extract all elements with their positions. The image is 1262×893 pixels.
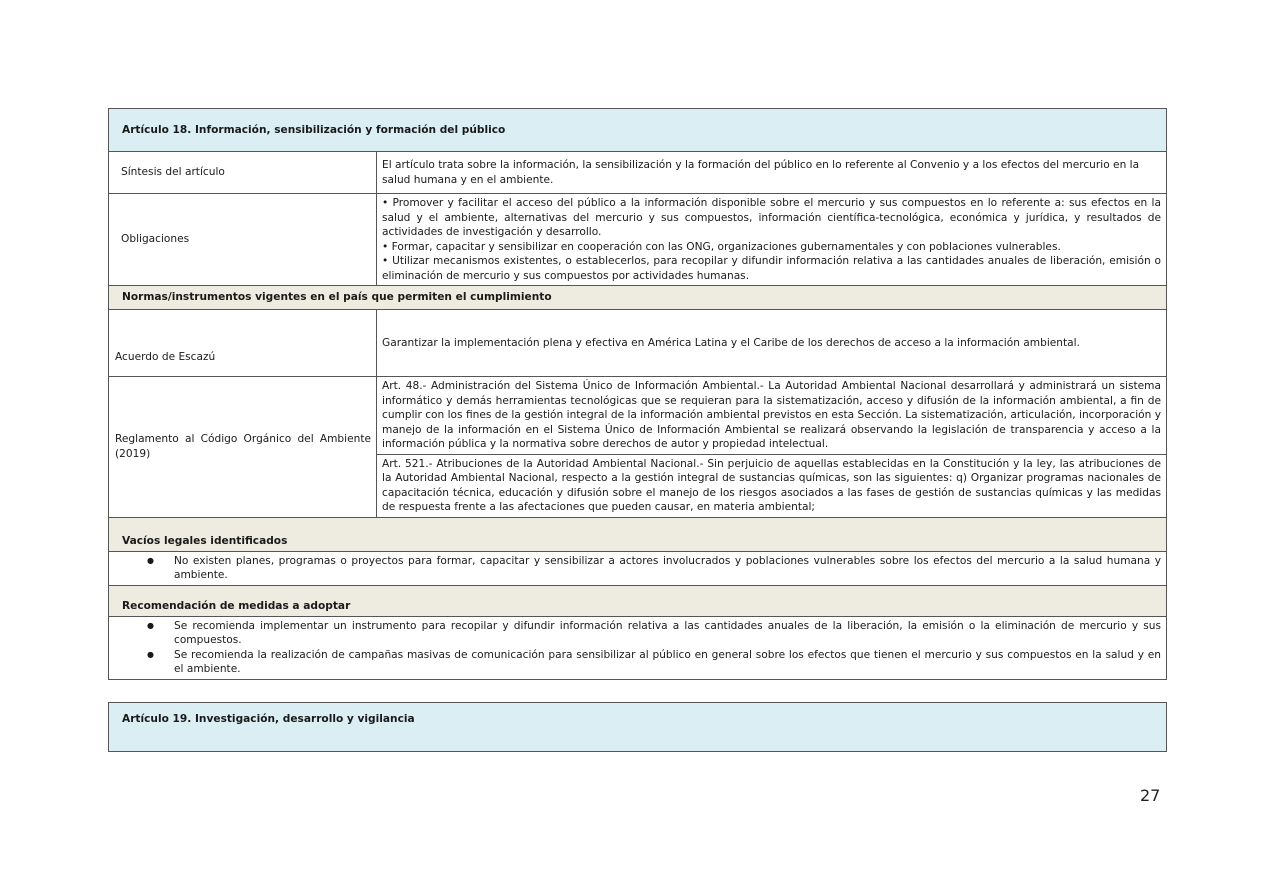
reglamento-row-art48 [109,377,1167,455]
recomendaciones-list [114,619,1161,677]
obligaciones-label: Obligaciones [109,194,377,286]
normas-header: Normas/instrumentos vigentes en el país que permiten el cumplimiento [109,286,1167,310]
obligacion-item: • Utilizar mecanismos existentes, o establecerlos, para recopilar y difundir información relativa a las cantidades anuales de liberación, emisión o eliminación de mercurio y sus compuestos por actividades humanas. [382,255,1161,282]
sintesis-row [109,152,1167,194]
vacios-header: Vacíos legales identificados [109,517,1167,551]
vacios-row [109,551,1167,585]
recomendaciones-header: Recomendación de medidas a adoptar [109,585,1167,616]
sintesis-text: El artículo trata sobre la información, la sensibilización y la formación del público en lo referente al Convenio y a los efectos del mercurio en la salud humana y en el ambiente. [377,152,1167,194]
recomendacion-item: ● Se recomienda la realización de campañas masivas de comunicación para sensibilizar al público en general sobre los efectos que tienen el mercurio y sus compuestos en la salud y en el ambiente. [174,648,1161,677]
obligaciones-list [377,194,1167,286]
escazu-text: Garantizar la implementación plena y efectiva en América Latina y el Caribe de los derechos de acceso a la información ambiental. [377,310,1167,377]
recomendacion-item: ● Se recomienda implementar un instrumento para recopilar y difundir información relativa a las cantidades anuales de la liberación, la emisión o la eliminación de mercurio y sus compuestos. [174,619,1161,648]
obligacion-item: • Formar, capacitar y sensibilizar en cooperación con las ONG, organizaciones gubernamentales y con poblaciones vulnerables. [382,240,1061,253]
reglamento-art48: Art. 48.- Administración del Sistema Único de Información Ambiental.- La Autoridad Ambiental Nacional desarrollará y administrará un sistema informático y demás herramientas tecnológicas que se requieran para la sistematización, acceso y difusión de la información ambiental, a fin de cumplir con los fines de la gestión integral de la información ambiental previstos en esta Sección. La sistematización, articulación, incorporación y manejo de la información en el Sistema Único de Información Ambiental se realizará observando la legislación de transparencia y acceso a la información pública y la normativa sobre derechos de autor y propiedad intelectual. [377,377,1167,455]
recomendaciones-list-cell [109,616,1167,679]
vacios-list-cell [109,551,1167,585]
article-18-header-row [109,109,1167,152]
recomendaciones-row [109,616,1167,679]
article-18-title: Artículo 18. Información, sensibilización y formación del público [109,109,1167,152]
recomendaciones-header-row [109,585,1167,616]
escazu-row [109,310,1167,377]
reglamento-art521: Art. 521.- Atribuciones de la Autoridad Ambiental Nacional.- Sin perjuicio de aquellas establecidas en la Constitución y la ley, las atribuciones de la Autoridad Ambiental Nacional, respecto a la gestión integral de sustancias químicas, son las siguientes: q) Organizar programas nacionales de capacitación técnica, educación y difusión sobre el manejo de los riesgos asociados a las fases de gestión de sustancias químicas y las medidas de respuesta frente a las afectaciones que pueden causar, en materia ambiental; [377,454,1167,517]
escazu-label: Acuerdo de Escazú [109,310,377,377]
normas-header-row [109,286,1167,310]
vacios-header-row [109,517,1167,551]
article-19-table [108,702,1167,752]
vacios-list [114,554,1161,583]
article-18-table [108,108,1167,680]
article-19-title: Artículo 19. Investigación, desarrollo y vigilancia [109,703,1167,752]
obligaciones-row [109,194,1167,286]
reglamento-label: Reglamento al Código Orgánico del Ambiente (2019) [109,377,377,518]
article-19-header-row [109,703,1167,752]
obligacion-item: • Promover y facilitar el acceso del público a la información disponible sobre el mercurio y sus compuestos en lo referente a: sus efectos en la salud y el ambiente, alternativas del mercurio y sus compuestos, información científica-tecnológica, económica y jurídica, y resultados de actividades de investigación y desarrollo. [382,197,1161,238]
vacio-item: ● No existen planes, programas o proyectos para formar, capacitar y sensibilizar a actores involucrados y poblaciones vulnerables sobre los efectos del mercurio a la salud humana y ambiente. [174,554,1161,583]
page-number: 27 [1140,786,1161,805]
sintesis-label: Síntesis del artículo [109,152,377,194]
